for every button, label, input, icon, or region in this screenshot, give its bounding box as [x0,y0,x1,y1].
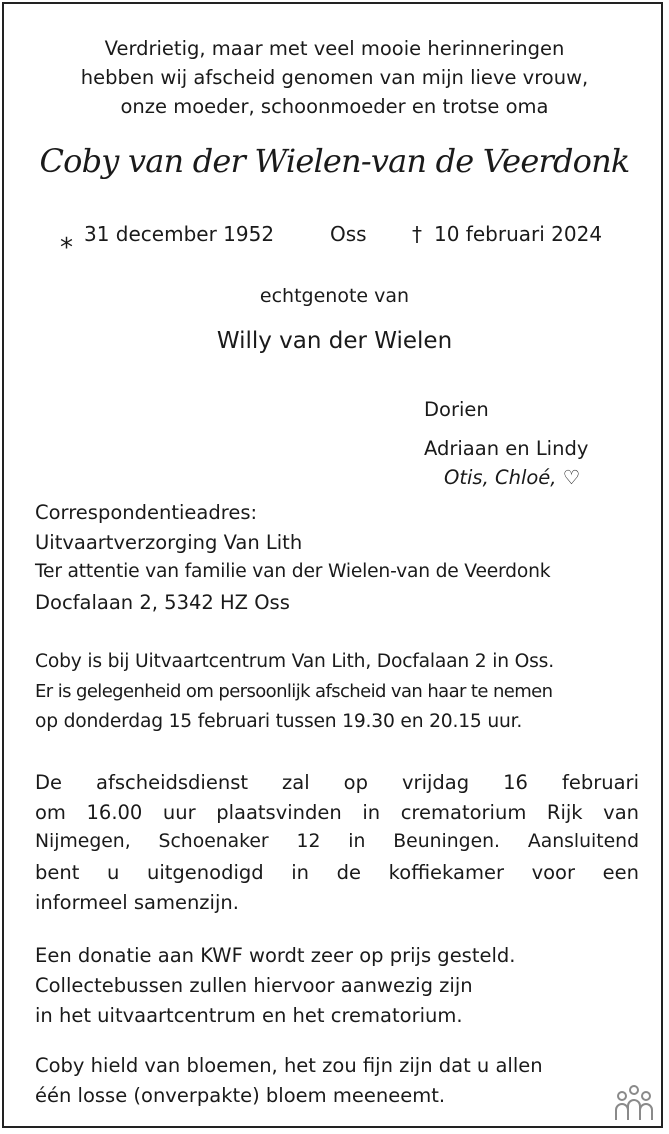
intro-line: Verdrietig, maar met veel mooie herinneringen [104,37,565,60]
service-line: bent u uitgenodigd in de koffiekamer voor een [35,861,639,884]
birth-date: 31 december 1952 [84,222,275,246]
death-cross-icon: † [412,222,422,246]
family-child: Dorien [424,398,489,421]
family-grandchildren: Otis, Chloé, ♡ [444,466,581,489]
correspondence-line: Uitvaartverzorging Van Lith [35,531,303,554]
service-line: Nijmegen, Schoenaker 12 in Beuningen. Aansluitend [35,831,639,852]
family-child: Adriaan en Lindy [424,437,589,460]
donation-line: Collectebussen zullen hiervoor aanwezig zijn [35,974,473,997]
flowers-line: één losse (onverpakte) bloem meeneemt. [35,1084,446,1107]
donation-line: in het uitvaartcentrum en het crematorium. [35,1004,463,1027]
service-line: om 16.00 uur plaatsvinden in crematorium Rijk van [35,801,639,824]
service-line: informeel samenzijn. [35,891,239,914]
viewing-line: op donderdag 15 februari tussen 19.30 en 20.15 uur. [35,711,523,732]
death-date: 10 februari 2024 [434,222,603,246]
service-line: De afscheidsdienst zal op vrijdag 16 februari [35,771,639,794]
deceased-name: Coby van der Wielen-van de Veerdonk [39,142,630,180]
family-group-icon [612,1084,656,1122]
flowers-line: Coby hield van bloemen, het zou fijn zijn dat u allen [35,1054,543,1077]
correspondence-line: Ter attentie van familie van der Wielen-van de Veerdonk [35,561,551,582]
intro-line: onze moeder, schoonmoeder en trotse oma [120,95,549,118]
intro-line: hebben wij afscheid genomen van mijn lieve vrouw, [80,66,589,89]
place: Oss [330,222,367,246]
correspondence-line: Docfalaan 2, 5342 HZ Oss [35,591,290,614]
spouse-intro: echtgenote van [259,285,410,307]
viewing-line: Coby is bij Uitvaartcentrum Van Lith, Docfalaan 2 in Oss. [35,651,554,672]
notice-frame [2,2,663,1128]
correspondence-line: Correspondentieadres: [35,501,258,524]
spouse-name: Willy van der Wielen [216,328,453,354]
viewing-line: Er is gelegenheid om persoonlijk afscheid van haar te nemen [35,681,553,702]
birth-star-icon: ⁎ [60,225,73,255]
donation-line: Een donatie aan KWF wordt zeer op prijs gesteld. [35,944,516,967]
